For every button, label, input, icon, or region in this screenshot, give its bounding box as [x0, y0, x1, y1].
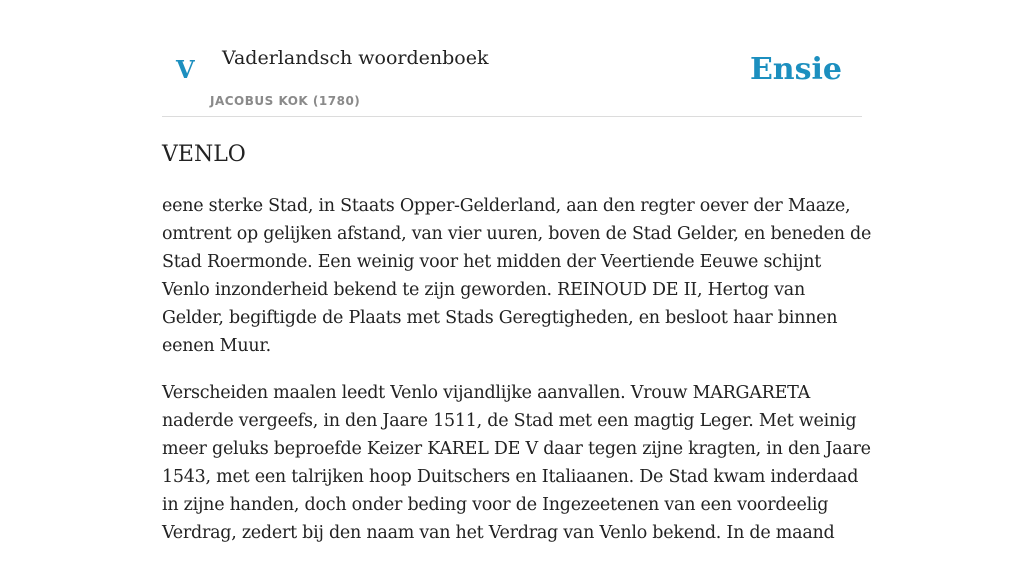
dictionary-letter[interactable]: V	[176, 55, 195, 84]
entry-paragraph: Verscheiden maalen leedt Venlo vijandlijke aanvallen. Vrouw MARGARETA naderde vergeefs, in den Jaare 1511, de Stad met een magtig Leger. Met weinig meer geluks beproefde Keizer KAREL DE V daar tegen zijne kragten, in den Jaare 1543, met een talrijken hoop Duitschers en Italiaanen. De Stad kwam inderdaad in zijne handen, doch onder beding voor de Ingezeetenen van een voordeelig Verdrag, zedert bij den naam van het Verdrag van Venlo bekend. In de maand	[162, 383, 871, 543]
entry-paragraph: eene sterke Stad, in Staats Opper-Gelderland, aan den regter oever der Maaze, omtrent op gelijken afstand, van vier uuren, boven de Stad Gelder, en beneden de Stad Roermonde. Een weinig voor het midden der Veertiende Eeuwe schijnt Venlo inzonderheid bekend te zijn geworden. REINOUD DE II, Hertog van Gelder, begiftigde de Plaats met Stads Geregtigheden, en besloot haar binnen eenen Muur.	[162, 196, 872, 356]
entry-title: VENLO	[162, 142, 246, 167]
dictionary-title[interactable]: Vaderlandsch woordenboek	[222, 47, 489, 69]
header	[162, 0, 862, 117]
dictionary-author: JACOBUS KOK (1780)	[210, 94, 361, 108]
ensie-logo[interactable]: Ensie	[749, 52, 842, 87]
entry-body	[162, 192, 872, 566]
